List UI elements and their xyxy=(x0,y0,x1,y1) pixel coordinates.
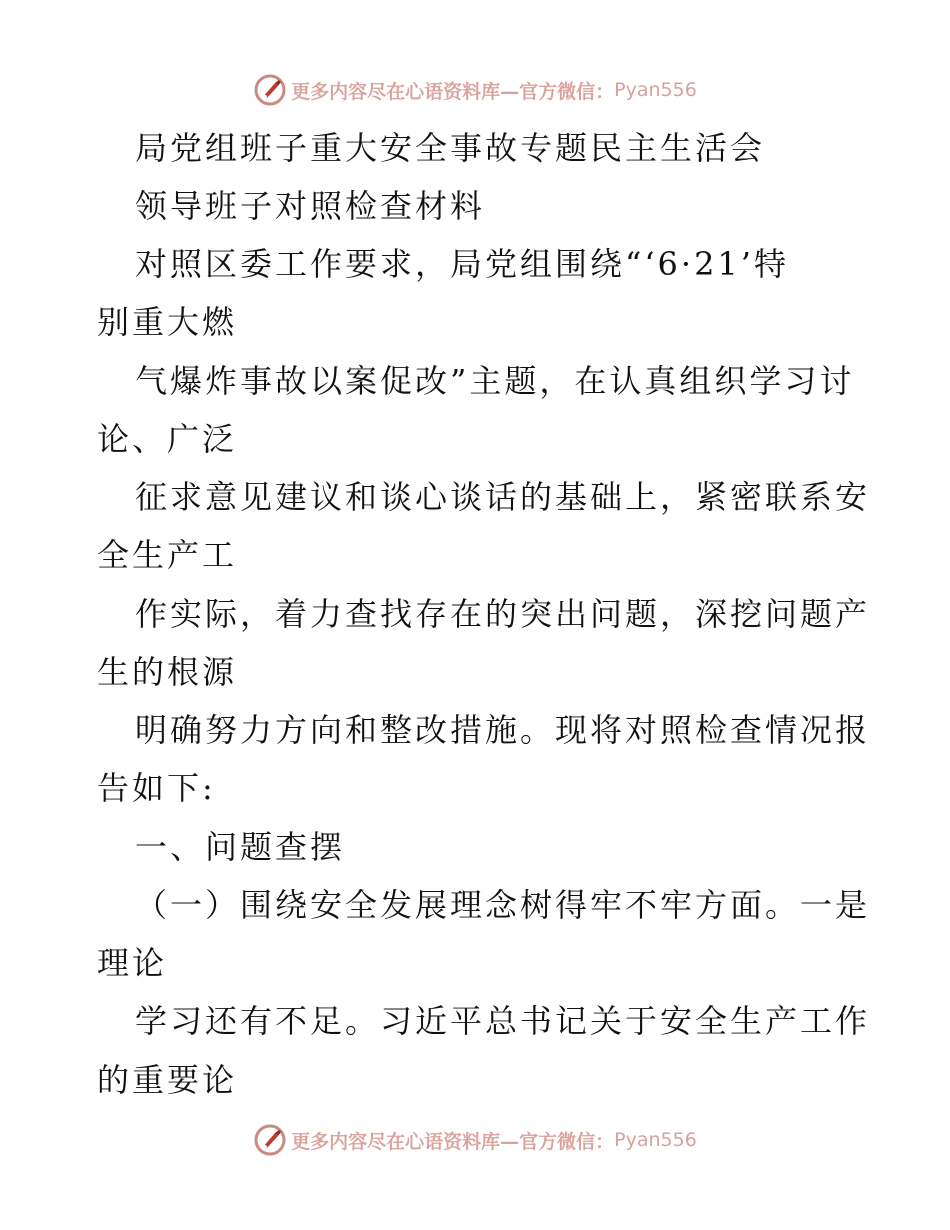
watermark-text: 更多内容尽在心语资料库—官方微信： xyxy=(291,1130,615,1153)
paragraph-line: 明确努力方向和整改措施。现将对照检查情况报 xyxy=(135,711,871,749)
paragraph-line: 理论 xyxy=(97,944,168,982)
watermark-text: 更多内容尽在心语资料库—官方微信： xyxy=(291,80,615,103)
title-line-1: 局党组班子重大安全事故专题民主生活会 xyxy=(135,129,766,167)
paragraph-line: 的重要论 xyxy=(97,1061,238,1099)
title-line-2: 领导班子对照检查材料 xyxy=(135,187,486,225)
section-heading: 一、问题查摆 xyxy=(135,828,346,866)
pen-nib-logo-icon xyxy=(253,1123,287,1157)
paragraph-line: 别重大燃 xyxy=(97,303,238,341)
paragraph-line: 生的根源 xyxy=(97,653,238,691)
paragraph-line: 征求意见建议和谈心谈话的基础上，紧密联系安 xyxy=(135,478,871,516)
watermark-banner-bottom xyxy=(0,1120,950,1160)
watermark-id: Pyan556 xyxy=(614,1129,697,1151)
paragraph-line: 全生产工 xyxy=(97,536,238,574)
watermark-id: Pyan556 xyxy=(614,79,697,101)
paragraph-line: 气爆炸事故以案促改”主题，在认真组织学习讨 xyxy=(135,362,855,400)
paragraph-line: 学习还有不足。习近平总书记关于安全生产工作 xyxy=(135,1002,871,1040)
paragraph-line: 论、广泛 xyxy=(97,420,238,458)
paragraph-line: （一）围绕安全发展理念树得牢不牢方面。一是 xyxy=(135,886,871,924)
paragraph-line: 对照区委工作要求，局党组围绕“‘6·21’特 xyxy=(135,245,789,283)
paragraph-line: 作实际，着力查找存在的突出问题，深挖问题产 xyxy=(135,595,871,633)
watermark-banner-top xyxy=(0,70,950,110)
pen-nib-logo-icon xyxy=(253,73,287,107)
paragraph-line: 告如下: xyxy=(97,769,216,807)
